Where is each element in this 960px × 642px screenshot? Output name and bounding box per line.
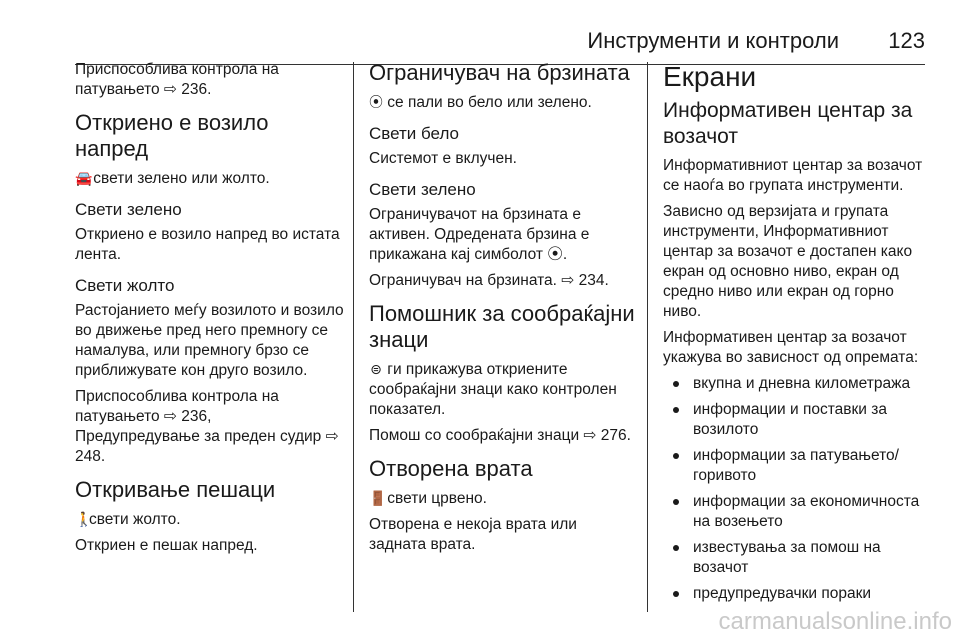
door-open-icon: 🚪 [369, 490, 387, 506]
chapter-heading: Екрани [663, 61, 757, 92]
section-text: ⦿ се пали во бело или зелено. [369, 94, 592, 111]
subsection-title: Свети бело [369, 124, 460, 143]
column-divider [353, 62, 354, 612]
intro-text: Приспособлива контрола на патувањето ⇨ 236. [75, 61, 279, 98]
chapter-title: Инструменти и контроли [587, 28, 839, 53]
paragraph: Ограничувачот на брзината е активен. Одредената брзина е прикажана кај симболот ⦿. [369, 206, 590, 263]
list-item: информации и поставки за возилото [663, 400, 928, 440]
paragraph: Откриено е возило напред во истата лента. [75, 226, 340, 263]
paragraph: Информативен центар за возачот укажува во зависност од опремата: [663, 329, 919, 366]
column-divider [647, 62, 648, 612]
subsection-title: Свети жолто [75, 276, 175, 295]
page-header [75, 22, 925, 52]
subsection-title: Свети зелено [369, 180, 476, 199]
section-text: 🚪 свети црвено. [369, 490, 487, 507]
column-3 [663, 60, 928, 610]
section-text: 🚘 свети зелено или жолто. [75, 170, 270, 187]
pedestrian-icon: 🚶 [75, 511, 93, 527]
list-item: информации за патувањето/ горивото [663, 446, 928, 486]
paragraph: Предупредување за преден судир ⇨ 248. [75, 428, 339, 465]
paragraph: Информативниот центар за возачот се наоѓа во групата инструменти. [663, 157, 923, 194]
bullet-icon [673, 381, 679, 387]
section-title: Откриено е возило напред [75, 110, 269, 161]
column-2 [369, 60, 635, 561]
bullet-icon [673, 453, 679, 459]
traffic-sign-icon: ⊜ [370, 361, 382, 377]
list-item: информации за економичноста на возењето [663, 492, 928, 532]
subsection-title: Свети зелено [75, 200, 182, 219]
section-title: Отворена врата [369, 456, 533, 481]
column-1 [75, 60, 345, 562]
section-title: Ограничувач на брзината [369, 60, 630, 85]
section-title: Откривање пешаци [75, 477, 276, 502]
feature-list [663, 374, 928, 604]
vehicle-ahead-icon: 🚘 [75, 170, 93, 186]
list-item: известувања за помош на возачот [663, 538, 928, 578]
paragraph: Приспособлива контрола на патувањето ⇨ 236, [75, 388, 279, 425]
paragraph: Системот е вклучен. [369, 150, 517, 167]
page-number: 123 [888, 28, 925, 53]
paragraph: Растојанието меѓу возилото и возило во движење пред него премногу се намалува, или премногу брзо се приближувате кон друго возило. [75, 302, 344, 379]
bullet-icon [673, 407, 679, 413]
watermark: carmanualsonline.info [718, 608, 952, 635]
paragraph: Ограничувач на брзината. ⇨ 234. [369, 272, 609, 289]
paragraph: Откриен е пешак напред. [75, 537, 258, 554]
bullet-icon [673, 591, 679, 597]
section-text: 🚶свети жолто. [75, 511, 181, 528]
section-title: Помошник за сообраќајни знаци [369, 301, 635, 352]
paragraph: Отворена е некоја врата или задната врата. [369, 516, 577, 553]
paragraph: Помош со сообраќајни знаци ⇨ 276. [369, 427, 631, 444]
bullet-icon [673, 545, 679, 551]
bullet-icon [673, 499, 679, 505]
paragraph: Зависно од верзијата и групата инструменти, Информативниот центар за возачот е достапен како екран од основно ниво, екран од средно ниво или екран од горно ниво. [663, 203, 913, 320]
list-item: предупредувачки пораки [663, 584, 928, 604]
section-title: Информативен центар за возачот [663, 99, 913, 148]
speed-limiter-icon: ⦿ [369, 94, 383, 110]
section-text: ⊜ ги прикажува откриените сообраќајни знаци како контролен показател. [369, 361, 617, 418]
list-item: вкупна и дневна километража [663, 374, 928, 394]
